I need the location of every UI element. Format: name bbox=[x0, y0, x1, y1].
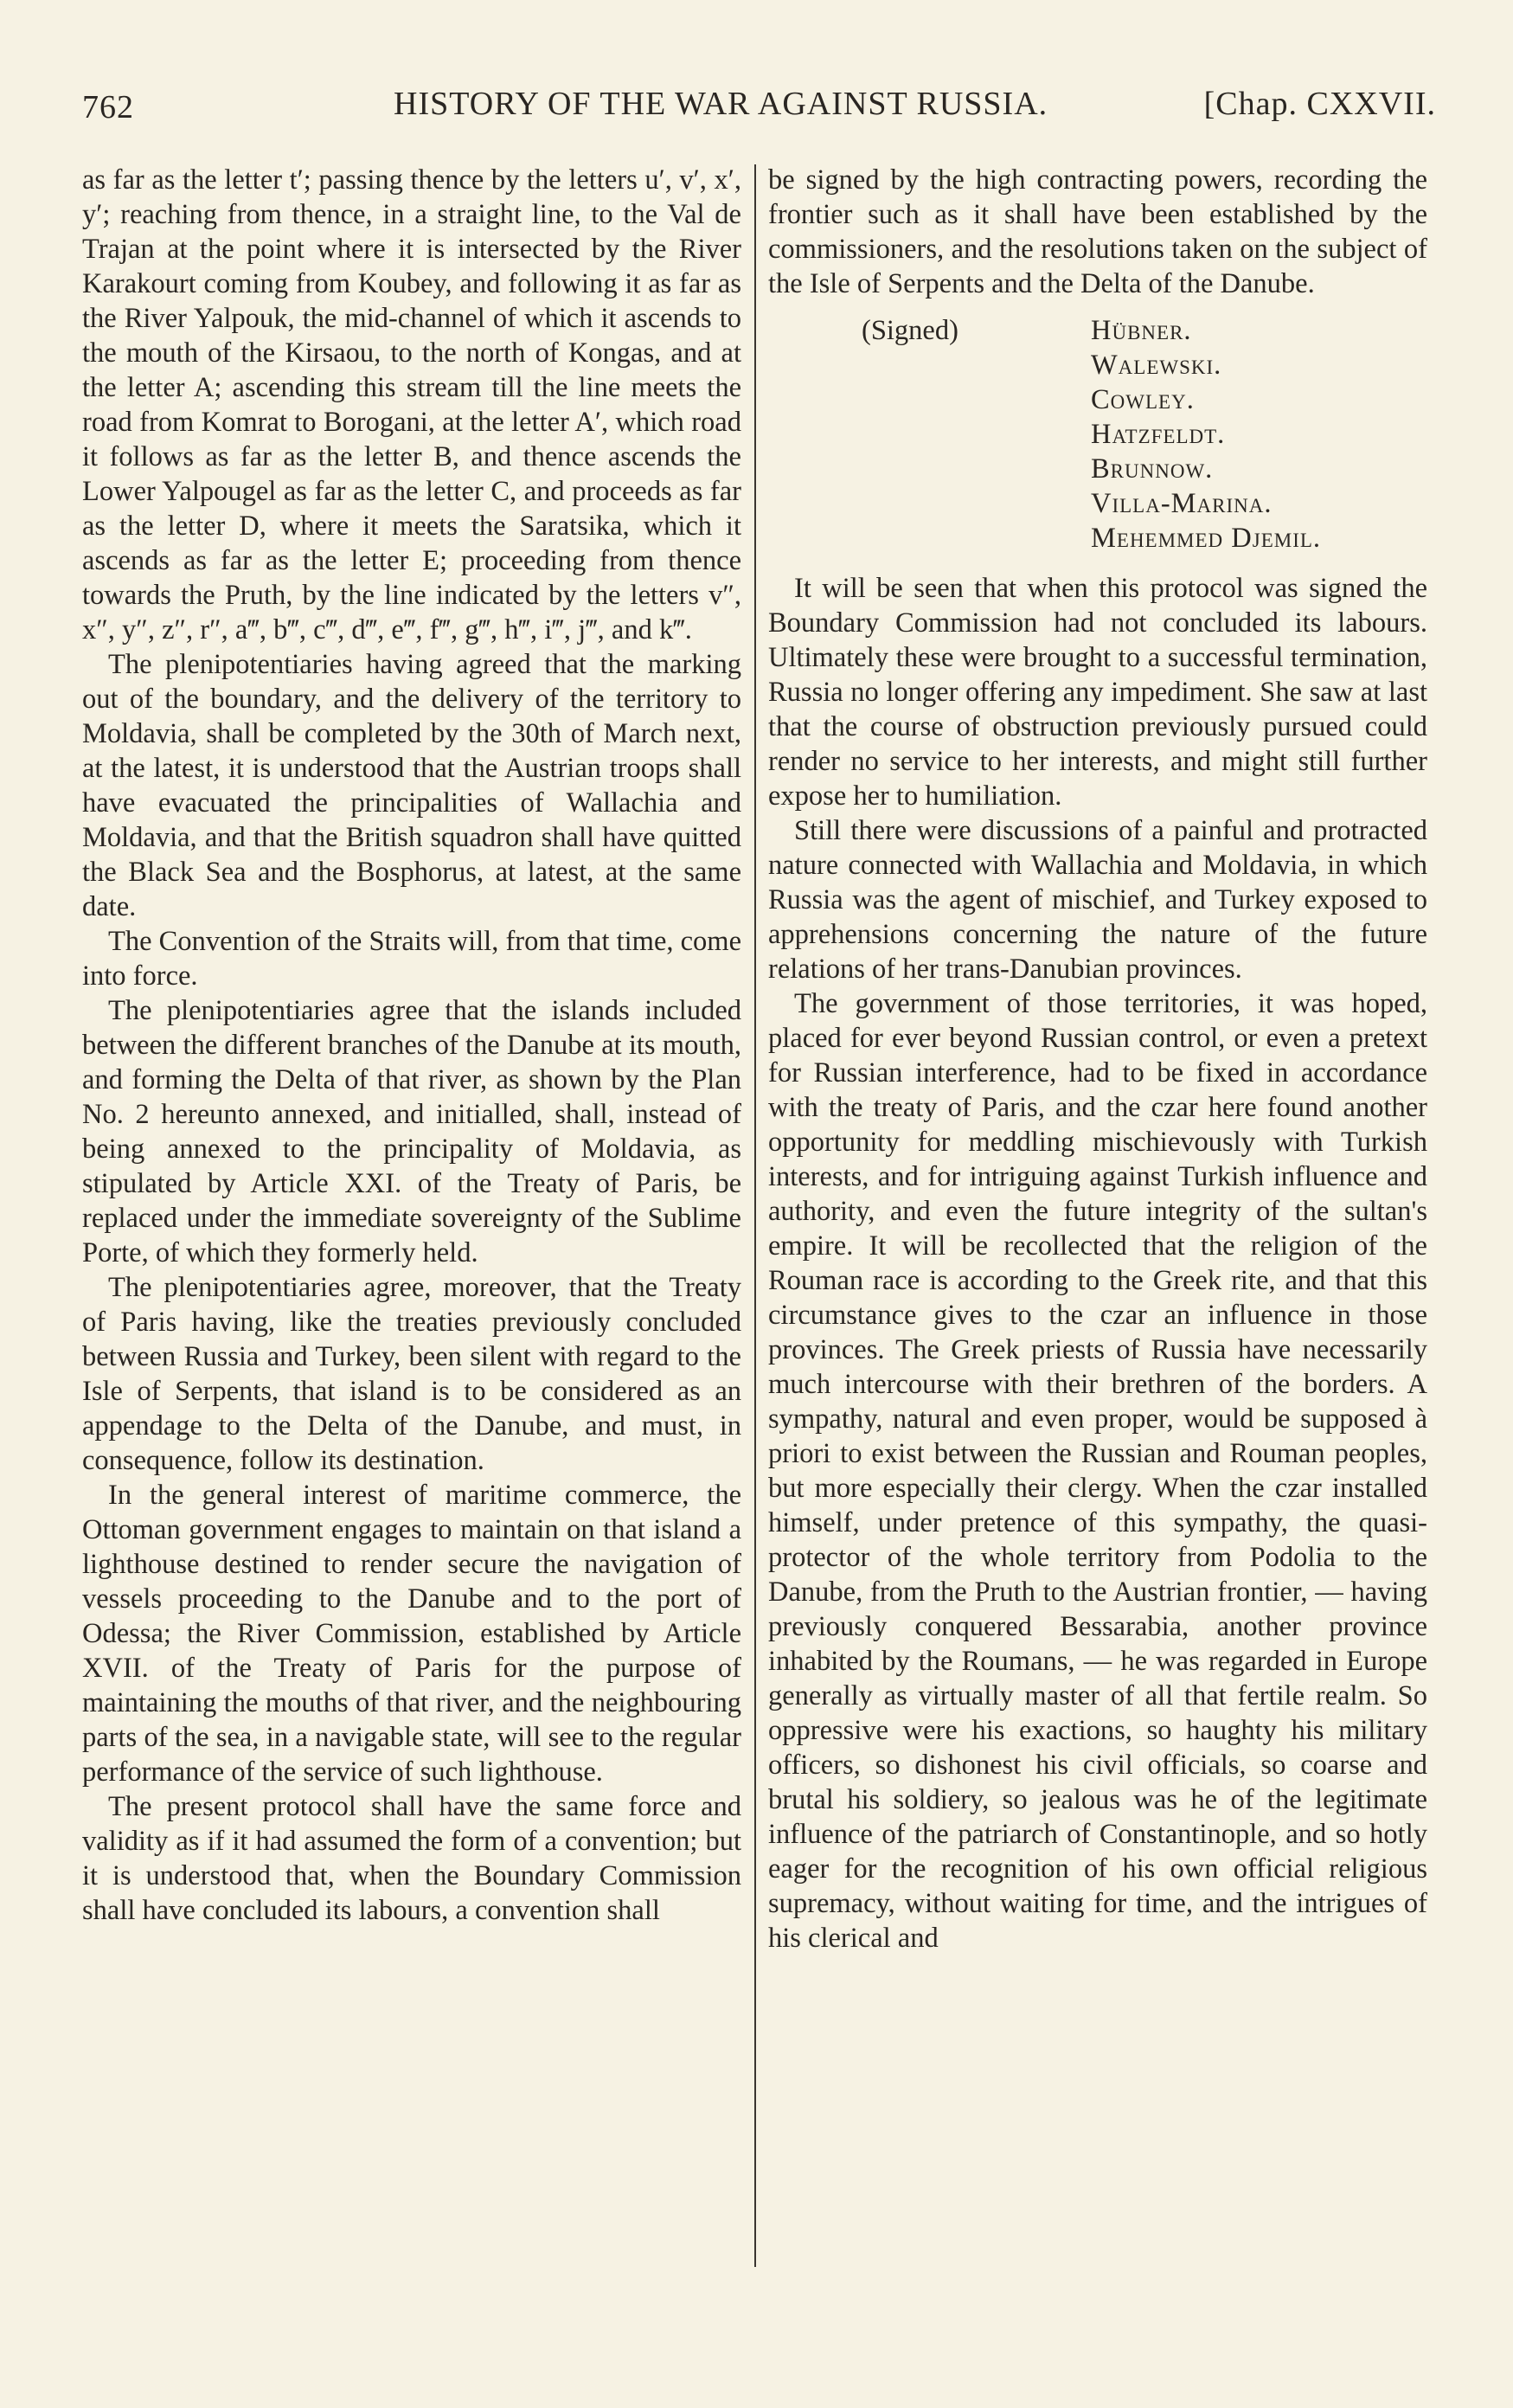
signatory: Walewski. bbox=[1091, 350, 1222, 381]
column-divider bbox=[754, 164, 756, 2267]
paragraph: The plenipotentiaries agree that the islands included between the different branches of the Danube at its mouth, and forming the Delta of that river, as shown by the Plan No. 2 hereunto annexed, and initialled, shall, instead of being annexed to the principality of Moldavia, as stipulated by Article XXI. of the Treaty of Paris, be replaced under the immediate sovereignty of the Sublime Porte, of which they formerly held. bbox=[82, 995, 741, 1268]
paragraph: In the general interest of maritime commerce, the Ottoman government engages to maintain on that island a lighthouse destined to render secure the navigation of vessels proceeding to the Danube and to the port of Odessa; the River Commission, established by Article XVII. of the Treaty of Paris for the purpose of maintaining the mouths of that river, and the neighbouring parts of the sea, in a navigable state, will see to the regular performance of the service of such lighthouse. bbox=[82, 1480, 741, 1788]
paragraph: The plenipotentiaries agree, moreover, that the Treaty of Paris having, like the treaties previously concluded between Russia and Turkey, been silent with regard to the Isle of Serpents, that island is to be considered as an appendage to the Delta of the Danube, and must, in consequence, follow its destination. bbox=[82, 1272, 741, 1476]
paragraph: The Convention of the Straits will, from that time, come into force. bbox=[82, 926, 742, 992]
page-number: 762 bbox=[82, 89, 134, 125]
running-header bbox=[82, 80, 1436, 132]
paragraph: It will be seen that when this protocol was signed the Boundary Commission had not concluded its labours. Ultimately these were brought to a successful termination, Russia no longer offering any impediment. She saw at last that the course of obstruction previously pursued could render no service to her interests, and might still further expose her to humiliation. bbox=[768, 573, 1427, 812]
signatory: Brunnow. bbox=[1091, 453, 1214, 485]
paragraph: The government of those territories, it was hoped, placed for ever beyond Russian control, or even a pretext for Russian interference, had to be fixed in accordance with the treaty of Paris, and the czar here found another opportunity for meddling mischievously with Turkish interests, and for intriguing against Turkish influence and authority, and even the future integrity of the sultan's empire. It will be recollected that the religion of the Rouman race is according to the Greek rite, and that this circumstance gives to the czar an influence in those provinces. The Greek priests of Russia have necessarily much intercourse with their brethren of the borders. A sympathy, natural and even proper, would be supposed à priori to exist between the Russian and Rouman peoples, but more especially their clergy. When the czar installed himself, under pretence of this sympathy, the quasi-protector of the whole territory from Podolia to the Danube, from the Pruth to the Austrian frontier, — having previously conquered Bessarabia, another province inhabited by the Roumans, — he was regarded in Europe generally as virtually master of all that fertile realm. So oppressive were his exactions, so haughty his military officers, so dishonest his civil officials, so coarse and brutal his soldiery, so jealous was he of the legitimate influence of the patriarch of Constantinople, and so hotly eager for the recognition of his own official religious supremacy, without waiting for time, and the intrigues of his clerical and bbox=[768, 988, 1427, 1954]
paragraph: The plenipotentiaries having agreed that the marking out of the boundary, and the delivery of the territory to Moldavia, shall be completed by the 30th of March next, at the latest, it is understood that the Austrian troops shall have evacuated the principalities of Wallachia and Moldavia, and that the British squadron shall have quitted the Black Sea and the Bosphorus, at latest, at the same date. bbox=[82, 649, 741, 922]
signatory: Hatzfeldt. bbox=[1091, 419, 1226, 450]
paragraph: as far as the letter t′; passing thence by the letters u′, v′, x′, y′; reaching from thence, in a straight line, to the Val de Trajan at the point where it is intersected by the River Karakourt coming from Koubey, and following it as far as the River Yalpouk, the mid-channel of which it ascends to the mouth of the Kirsaou, to the north of Kongas, and at the letter A; ascending this stream till the line meets the road from Komrat to Borogani, at the letter A′, which road it follows as far as the letter B, and thence ascends the Lower Yalpougel as far as the letter C, and proceeds as far as the letter D, where it meets the Saratsika, which it ascends as far as the letter E; proceeding from thence towards the Pruth, by the line indicated by the letters v″, x″, y″, z″, r″, a‴, b‴, c‴, d‴, e‴, f‴, g‴, h‴, i‴, j‴, and k‴. bbox=[82, 164, 741, 645]
running-title: HISTORY OF THE WAR AGAINST RUSSIA. bbox=[394, 86, 1048, 122]
signatory: Villa-Marina. bbox=[1091, 488, 1273, 519]
signatories-list bbox=[1091, 313, 1321, 555]
signatory: Hübner. bbox=[1091, 315, 1192, 346]
signatory: Cowley. bbox=[1091, 384, 1195, 415]
signature-block bbox=[862, 313, 1427, 555]
right-column bbox=[768, 163, 1427, 1955]
signed-label: (Signed) bbox=[862, 315, 958, 346]
chapter-label: [Chap. CXXVII. bbox=[1203, 86, 1436, 122]
paragraph: The present protocol shall have the same force and validity as if it had assumed the form of a convention; but it is understood that, when the Boundary Commission shall have concluded its labours, a convention shall bbox=[82, 1791, 741, 1926]
paragraph: Still there were discussions of a painful and protracted nature connected with Wallachia and Moldavia, in which Russia was the agent of mischief, and Turkey exposed to apprehensions concerning the nature of the future relations of her trans-Danubian provinces. bbox=[768, 815, 1427, 985]
paragraph: be signed by the high contracting powers, recording the frontier such as it shall have been established by the commissioners, and the resolutions taken on the subject of the Isle of Serpents and the Delta of the Danube. bbox=[768, 164, 1427, 299]
signatory: Mehemmed Djemil. bbox=[1091, 523, 1322, 554]
left-column bbox=[82, 163, 741, 1928]
